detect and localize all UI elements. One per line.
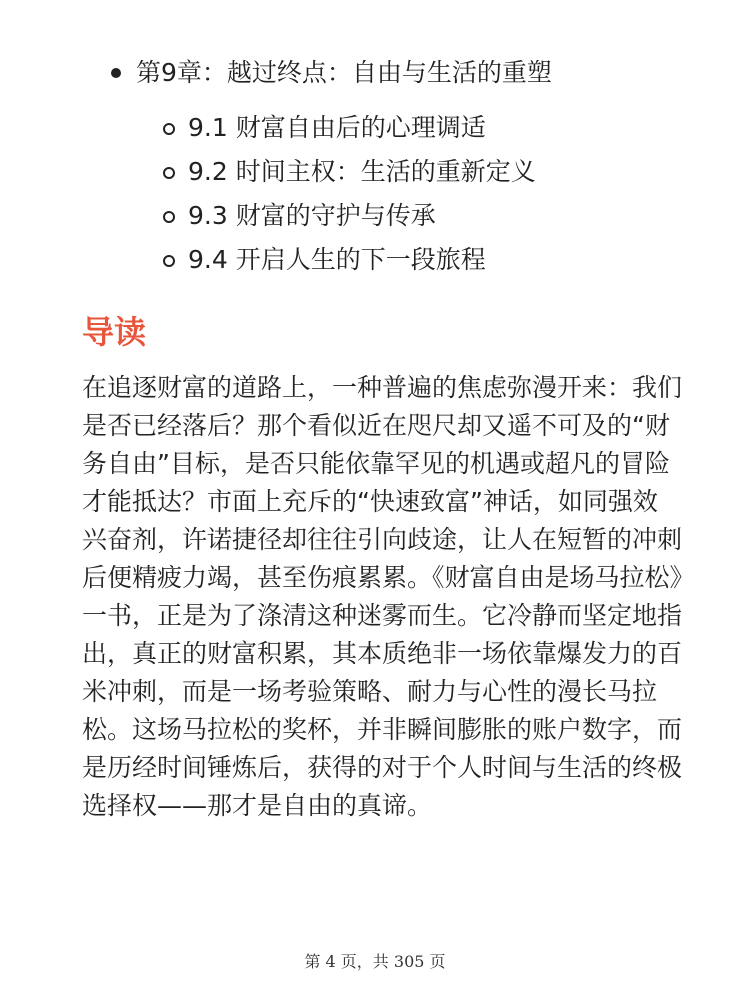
toc-section-list	[0, 106, 750, 282]
disc-bullet-icon	[111, 68, 121, 78]
toc-section-item	[0, 238, 750, 282]
toc-chapter-title: 第9章：越过终点：自由与生活的重塑	[136, 58, 552, 87]
toc-section-item	[0, 194, 750, 238]
toc-section-title: 9.4 开启人生的下一段旅程	[188, 245, 486, 274]
circle-bullet-icon	[163, 211, 175, 223]
toc-chapter-item	[0, 48, 750, 98]
toc-section-item	[0, 150, 750, 194]
toc-section-title: 9.2 时间主权：生活的重新定义	[188, 157, 536, 186]
toc-section-title: 9.1 财富自由后的心理调适	[188, 113, 486, 142]
section-heading: 导读	[82, 313, 147, 351]
table-of-contents	[0, 48, 750, 282]
intro-paragraph: 在追逐财富的道路上，一种普遍的焦虑弥漫开来：我们是否已经落后？那个看似近在咫尺却又遥不可及的“财务自由”目标，是否只能依靠罕见的机遇或超凡的冒险才能抵达？市面上充斥的“快速致富”神话，如同强效兴奋剂，许诺捷径却往往引向歧途，让人在短暂的冲刺后便精疲力竭，甚至伤痕累累。《财富自由是场马拉松》一书，正是为了涤清这种迷雾而生。它冷静而坚定地指出，真正的财富积累，其本质绝非一场依靠爆发力的百米冲刺，而是一场考验策略、耐力与心性的漫长马拉松。这场马拉松的奖杯，并非瞬间膨胀的账户数字，而是历经时间锤炼后，获得的对于个人时间与生活的终极选择权——那才是自由的真谛。	[82, 373, 683, 820]
toc-section-item	[0, 106, 750, 150]
page-number-indicator: 第 4 页，共 305 页	[304, 952, 446, 971]
toc-section-title: 9.3 财富的守护与传承	[188, 201, 436, 230]
circle-bullet-icon	[163, 123, 175, 135]
circle-bullet-icon	[163, 255, 175, 267]
circle-bullet-icon	[163, 167, 175, 179]
